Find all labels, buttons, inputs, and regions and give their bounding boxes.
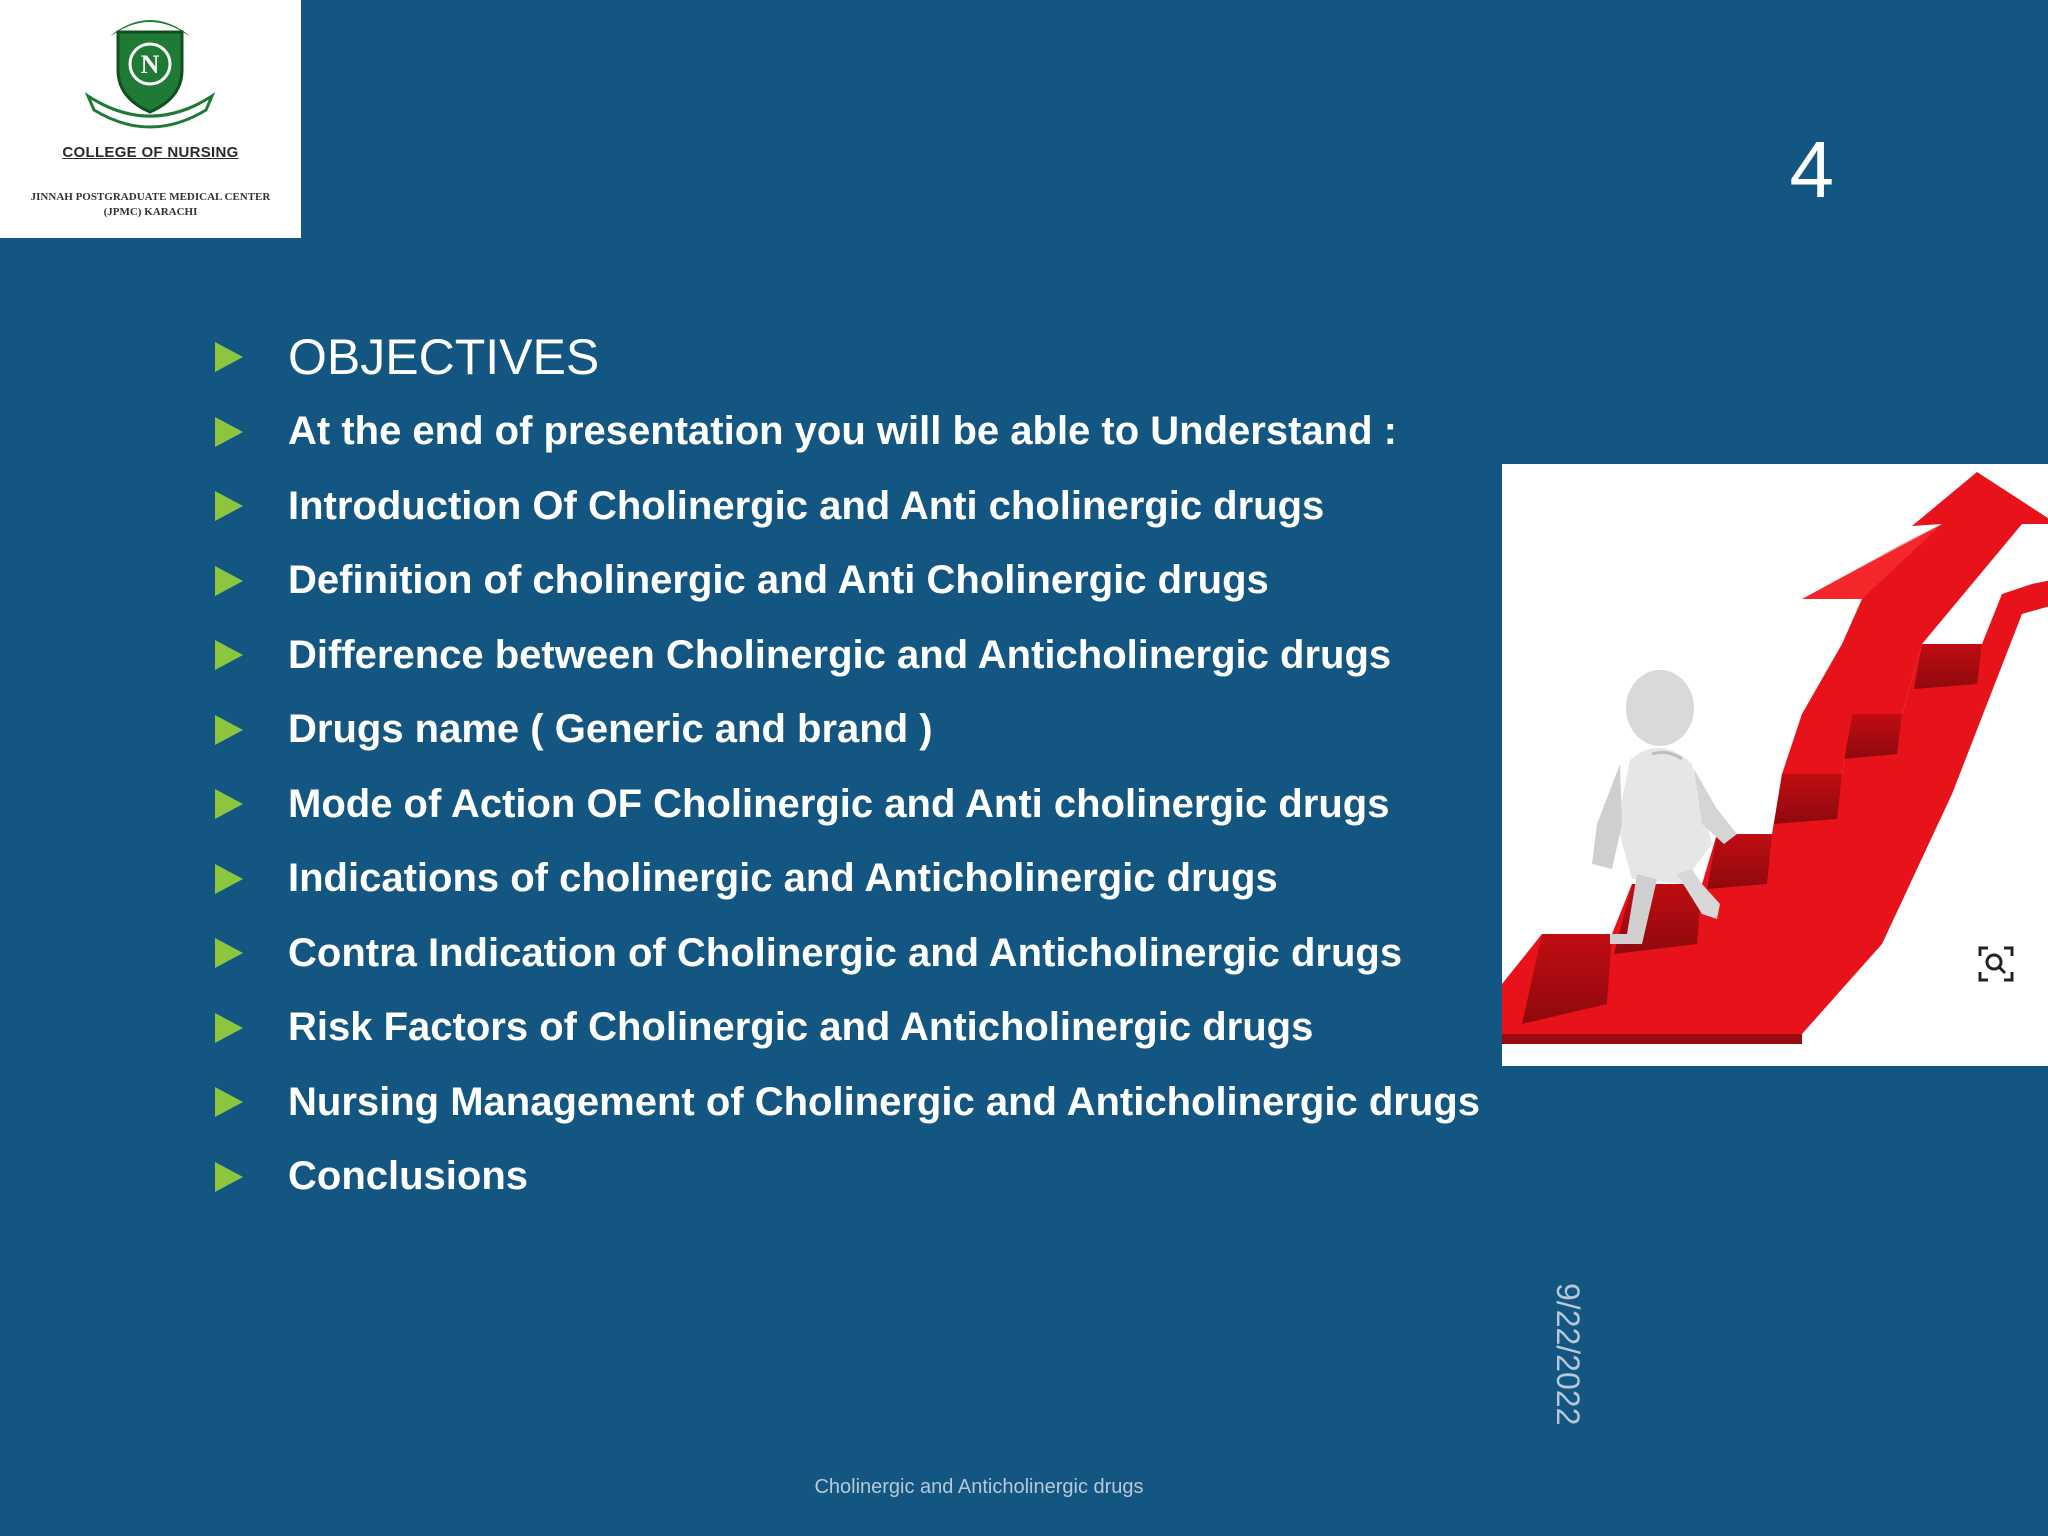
list-item-text: Contra Indication of Cholinergic and Anticholinergic drugs <box>288 930 1403 975</box>
college-logo <box>0 0 301 238</box>
logo-college-name: COLLEGE OF NURSING <box>62 144 239 161</box>
bullet-arrow-icon <box>215 566 243 596</box>
list-item-text: Indications of cholinergic and Anticholinergic drugs <box>288 856 1278 901</box>
bullet-arrow-icon <box>215 715 243 745</box>
list-item <box>213 842 1480 917</box>
bullet-arrow-icon <box>215 417 243 447</box>
bullet-arrow-icon <box>215 1087 243 1117</box>
objectives-heading: OBJECTIVES <box>288 329 600 386</box>
list-item-text: Conclusions <box>288 1154 529 1199</box>
list-item-text: Risk Factors of Cholinergic and Anticholinergic drugs <box>288 1005 1314 1050</box>
list-item <box>213 1065 1480 1140</box>
list-item <box>213 395 1480 470</box>
list-item <box>213 767 1480 842</box>
list-item-text: Nursing Management of Cholinergic and Anticholinergic drugs <box>288 1079 1480 1124</box>
svg-text:N: N <box>140 50 160 79</box>
list-item <box>213 991 1480 1066</box>
bullet-arrow-icon <box>215 789 243 819</box>
list-item-text: Drugs name ( Generic and brand ) <box>288 707 933 752</box>
logo-institution-line1: JINNAH POSTGRADUATE MEDICAL CENTER <box>30 191 271 203</box>
list-item <box>213 1140 1480 1215</box>
list-item <box>213 469 1480 544</box>
list-item <box>213 544 1480 619</box>
slide-footer: Cholinergic and Anticholinergic drugs <box>814 1476 1144 1498</box>
list-item <box>213 320 1480 395</box>
logo-institution <box>20 190 281 220</box>
bullet-arrow-icon <box>215 491 243 521</box>
list-item <box>213 693 1480 768</box>
stairs-illustration <box>1502 464 2048 1066</box>
list-item-text: Definition of cholinergic and Anti Cholinergic drugs <box>288 558 1269 603</box>
bullet-arrow-icon <box>215 1162 243 1192</box>
list-item <box>213 618 1480 693</box>
college-emblem-icon <box>80 6 220 134</box>
bullet-arrow-icon <box>215 640 243 670</box>
list-item-text: Introduction Of Cholinergic and Anti cholinergic drugs <box>288 483 1325 528</box>
list-item <box>213 916 1480 991</box>
bullet-arrow-icon <box>215 342 243 372</box>
objectives-list <box>213 320 1480 1214</box>
bullet-arrow-icon <box>215 938 243 968</box>
list-item-text: Difference between Cholinergic and Anticholinergic drugs <box>288 632 1392 677</box>
stairs-figure-icon <box>1502 464 2048 1066</box>
zoom-search-icon[interactable] <box>1976 944 2016 984</box>
slide-date: 9/22/2022 <box>1550 1283 1586 1426</box>
logo-institution-line2: (JPMC) KARACHI <box>103 206 198 218</box>
slide-number: 4 <box>1789 125 1834 214</box>
list-item-text: At the end of presentation you will be able to Understand : <box>288 409 1397 454</box>
list-item-text: Mode of Action OF Cholinergic and Anti cholinergic drugs <box>288 781 1390 826</box>
bullet-arrow-icon <box>215 864 243 894</box>
bullet-arrow-icon <box>215 1013 243 1043</box>
